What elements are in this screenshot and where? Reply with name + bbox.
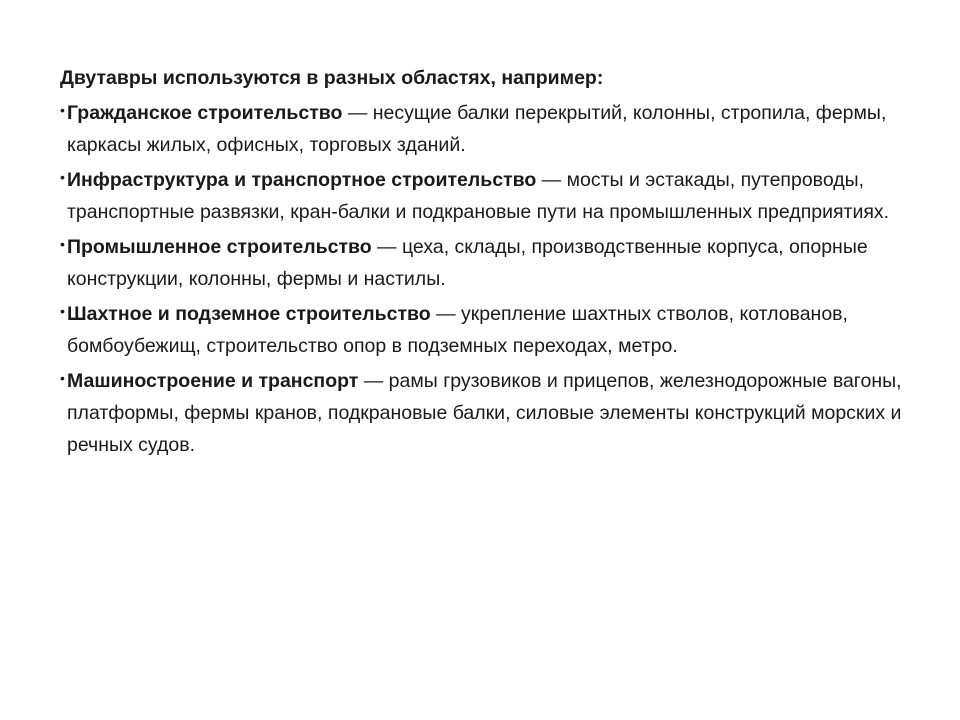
item-text: — несущие балки перекрытий, колонны, стропила, фермы, каркасы жилых, офисных, торговых зданий. <box>67 102 887 156</box>
bullet-icon: • <box>60 303 65 319</box>
intro-heading: Двутавры используются в разных областях, например: <box>60 67 604 89</box>
item-text: — цеха, склады, производственные корпуса, опорные конструкции, колонны, фермы и настилы. <box>67 236 868 290</box>
item-text: — укрепление шахтных стволов, котлованов, бомбоубежищ, строительство опор в подземных переходах, метро. <box>67 303 848 357</box>
item-text: — мосты и эстакады, путепроводы, транспортные развязки, кран-балки и подкрановые пути на промышленных предприятиях. <box>67 169 890 223</box>
usage-list <box>60 97 920 461</box>
bullet-icon: • <box>60 236 65 252</box>
list-item-mining <box>60 298 920 362</box>
item-term: Промышленное строительство <box>67 236 372 258</box>
item-term: Машиностроение и транспорт <box>67 370 359 392</box>
item-text: — рамы грузовиков и прицепов, железнодорожные вагоны, платформы, фермы кранов, подкрановые балки, силовые элементы конструкций морских и речных судов. <box>67 370 902 456</box>
bullet-icon: • <box>60 102 65 118</box>
list-item-machinery <box>60 365 920 461</box>
bullet-icon: • <box>60 370 65 386</box>
list-item-industrial <box>60 231 920 295</box>
list-item-civil <box>60 97 920 161</box>
slide-content <box>60 64 920 464</box>
list-item-infrastructure <box>60 164 920 228</box>
item-term: Шахтное и подземное строительство <box>67 303 431 325</box>
item-term: Инфраструктура и транспортное строительство <box>67 169 537 191</box>
item-term: Гражданское строительство <box>67 102 343 124</box>
bullet-icon: • <box>60 169 65 185</box>
